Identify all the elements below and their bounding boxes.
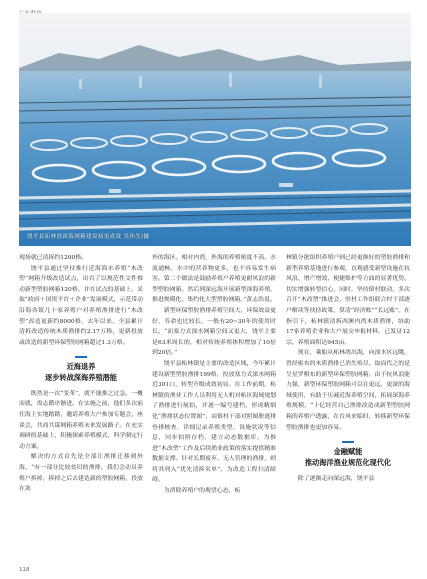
- text-column-3: [286, 253, 410, 484]
- aquaculture-photo: [19, 13, 411, 246]
- photo-caption: 饶平县拓林湾深海网箱建设初见成效 吴伟生/摄: [27, 234, 150, 240]
- section-heading-line-1: 金融赋能: [333, 446, 363, 456]
- section-heading: [286, 441, 410, 468]
- paragraph: 饶平县柘林镇是主要的改造区域，今年累计建设新型塑胶渔排199格，投放塞力式深水网箱近301口，转型升级成效初显。在工作前期，柘林镇的渔业工作人员利用无人机对柘区海域规划了渔排进行航拍，并逐一编号建档，形成精细化“渔排状态位置图”，由镇村干部对照图册逐排登排核查，详细记录养殖类型、设施状况等信息，同步拍照存档，建立动态数据库，为推进“木改塑”工作及后续渔业政策的落实提供精准数据支撑。针对长期废弃、无人管理的渔排，则将其列入“优先清拆名单”，为改造工程扫清障碍。: [152, 360, 276, 484]
- section-heading-line-2: 推动海洋渔业规范化现代化: [304, 457, 392, 467]
- section-heading-line-2: 逐步转战深海养殖潜能: [45, 372, 117, 382]
- page-number: 118: [19, 567, 30, 573]
- text-column-1: [19, 253, 143, 495]
- paragraph: 除了逐渐走向深远海，饶平县: [297, 475, 375, 482]
- paragraph: 饶平县通过坚持推行近海海水养殖“木改塑”网箱升级改造试点，出台了以规范性文件推动新型塑胶网箱120格、并在试点的基础上，采取“政府＋国资平台＋企业”发展模式，示范带动沿海各镇几十家养殖户对养殖渔排进行“木改塑”改造更新约8000格，去年以来，全县累计清拆改造传统木质渔排约2.17万格，更新投放或改造的新型环保塑胶网箱超过1.3万格。: [19, 265, 143, 346]
- text-column-2: [152, 253, 276, 497]
- paragraph: 为消除养殖户的观望心态，柘: [163, 488, 241, 495]
- heading-accent-bar: [342, 441, 354, 443]
- section-heading-line-1: 近海退养: [66, 361, 96, 371]
- section-heading: [19, 356, 143, 383]
- paragraph: 既然是一次“变革”，就不能推之过急，一概而就，需志循序渐进。在实施之前，他们多次前往海上实地踏勘，邀请养殖大户参加专题会，座谈会，共商共谋网箱养殖未来发展路子。在充实调研的基础上，积极探索养殖模式，科学制定行动方案。: [19, 390, 143, 450]
- paragraph: 现在，乘船从柘林湾出海，向深水区远眺，曾经密布的木质渔排已消失殆尽，取而代之的是呈星罗棋布的新型环保塑胶网箱。由于抗风浪能力强，新型环保塑胶网箱可以在更远、更深的海域使用，有助于压减近海养殖空间，拓展深海养殖规模，“十亿经营自己渔排改造成新型塑胶网箱的养殖户透露，在台风来临时，转移新型环保塑胶渔排也更加容易。: [286, 350, 410, 431]
- paragraph: 现场就已清拆约1200格。: [19, 255, 88, 261]
- heading-accent-bar: [75, 356, 87, 358]
- paragraph: 外的海区。相对内湾，外海的养殖密度不高，水流通畅，水中的营养物更多，也不容易发生病害。第二个做法是鼓励养殖户养殖更耐风浪的新型塑胶网箱。然后到深远海开展新型深海养殖，推进规模化、集约化大型塑胶网箱。”黄志浩说。: [152, 255, 276, 304]
- paragraph: 林镇分批组织养殖户到已经更换好的塑胶渔排和新型养殖基地进行参观，直观感受新型设施在抗风浪、增产增效、便捷维护等方面的显著优势。切实增强转型信心。同时，坚持镇村联动，多次召开“木改塑”推进会，驻村工作组联合村干部逐户解读等扶持政策，算清“经济账”“长远账”。在指引下，柘林镇清拆西澳内湾木质渔排，协助17家养殖企业和大户展交申报材料，已发证12宗，养殖面积达945亩。: [286, 255, 410, 346]
- paragraph: 新型环保塑胶渔排养殖空间大，环保效益更好，寿命也比较长。一般有20~30年的使用时长。“而塞力式深水网箱空间又更大，饶平主要是63米周长的，相对传统养殖体积增加了10倍到20倍。”: [152, 307, 276, 357]
- paragraph: 解决的方式首先是全部让渔排迁移到外海，“有一部分比较贫旧的渔排，我们会动员养殖户拆掉，拆掉之后去建造新的塑胶网箱，投放在塞: [19, 454, 143, 493]
